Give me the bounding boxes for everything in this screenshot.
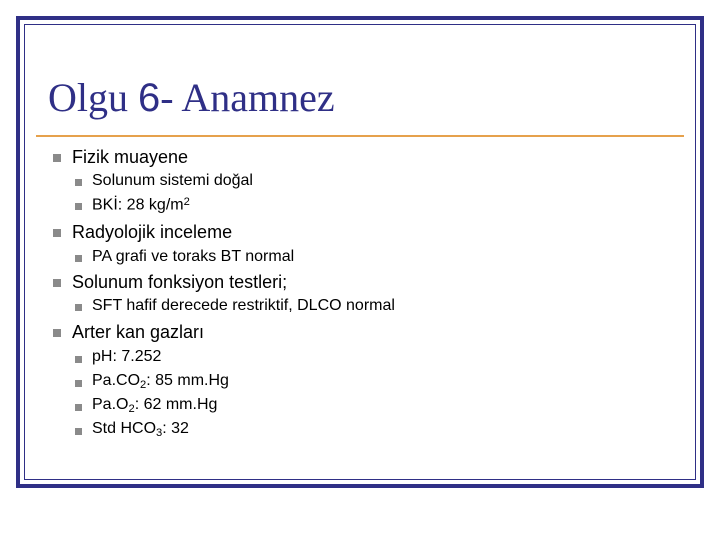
section-fizik-muayene: Fizik muayene: [72, 147, 189, 167]
title-suffix: - Anamnez: [160, 75, 335, 120]
square-bullet-icon: [75, 356, 82, 363]
paco2-subscript: 2: [140, 378, 147, 391]
hco3-subscript: 3: [156, 426, 163, 439]
square-bullet-icon: [75, 304, 82, 311]
square-bullet-icon: [53, 154, 61, 162]
title-prefix: Olgu: [48, 75, 138, 120]
section-solunum-fonksiyon: Solunum fonksiyon testleri;: [72, 272, 288, 292]
square-bullet-icon: [53, 229, 61, 237]
pao2-subscript: 2: [128, 402, 135, 415]
square-bullet-icon: [53, 329, 61, 337]
paco2-value: : 85 mm.Hg: [146, 372, 229, 389]
pao2-value: : 62 mm.Hg: [134, 396, 218, 413]
list-item: SFT hafif derecede restriktif, DLCO normal: [92, 297, 395, 314]
list-item: Solunum sistemi doğal: [92, 172, 253, 189]
list-item-bmi: [92, 196, 190, 214]
square-bullet-icon: [75, 179, 82, 186]
bmi-superscript: 2: [183, 196, 190, 208]
list-item-paco2: [92, 372, 229, 391]
title-number: 6: [138, 76, 161, 120]
square-bullet-icon: [75, 255, 82, 262]
square-bullet-icon: [53, 279, 61, 287]
list-item: pH: 7.252: [92, 348, 162, 365]
list-item-pao2: [92, 396, 217, 415]
hco3-label: Std HCO: [92, 420, 157, 437]
square-bullet-icon: [75, 428, 82, 435]
square-bullet-icon: [75, 380, 82, 387]
pao2-label: Pa.O: [92, 396, 129, 413]
list-item-hco3: [92, 420, 189, 439]
bmi-text: BKİ: 28 kg/m: [92, 196, 184, 214]
square-bullet-icon: [75, 203, 82, 210]
section-radyolojik: Radyolojik inceleme: [72, 222, 233, 242]
section-arter-kan-gazlari: Arter kan gazları: [72, 322, 205, 342]
square-bullet-icon: [75, 404, 82, 411]
list-item: PA grafi ve toraks BT normal: [92, 248, 295, 265]
hco3-value: : 32: [162, 420, 189, 437]
paco2-label: Pa.CO: [92, 372, 141, 389]
